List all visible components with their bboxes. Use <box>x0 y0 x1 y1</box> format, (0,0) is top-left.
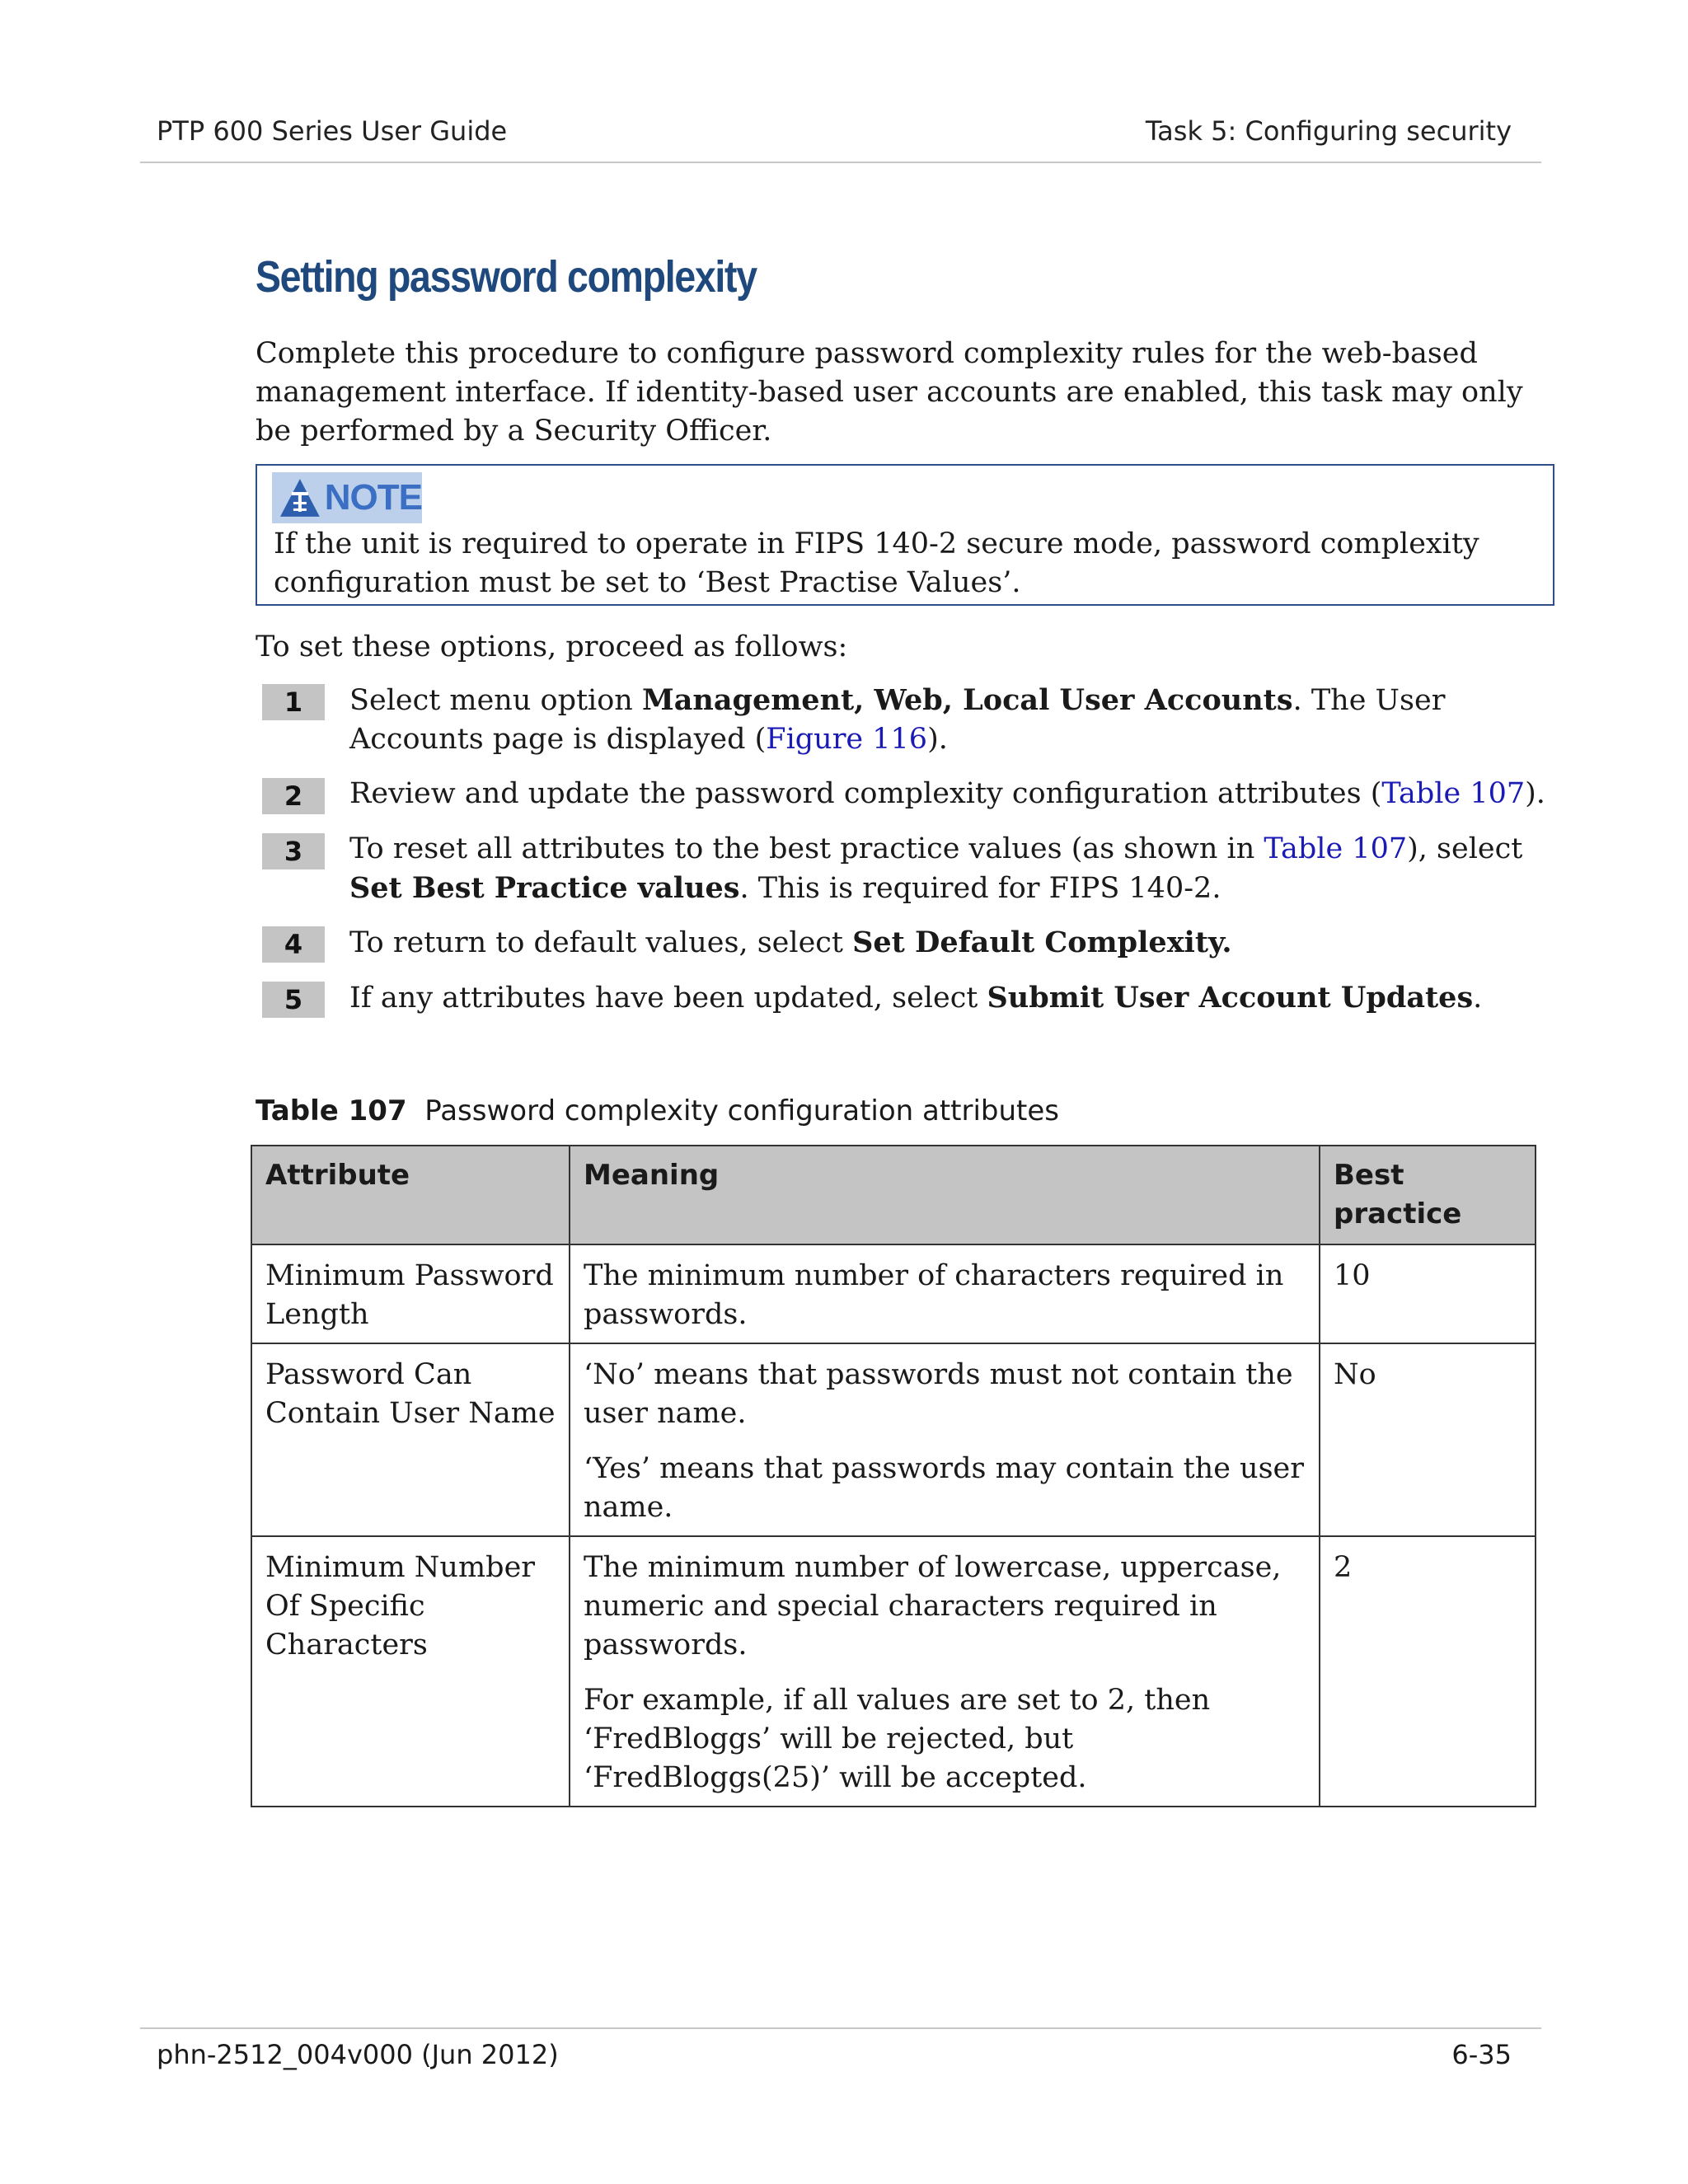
note-text: If the unit is required to operate in FIPS 140-2 secure mode, password complexity configuration must be set to ‘Best Practise Values’. <box>274 527 1479 599</box>
table-row <box>251 1244 1536 1343</box>
page-header <box>140 115 1528 147</box>
footer-divider <box>140 2027 1541 2029</box>
table-107-link[interactable]: Table 107 <box>1264 832 1408 865</box>
step-text: Select menu option Management, Web, Local User Accounts. The User Accounts page is displayed (Figure 116). <box>349 683 1446 756</box>
header-section-title: Task 5: Configuring security <box>1145 115 1512 147</box>
page-number: 6-35 <box>1451 2039 1512 2070</box>
step-number: 2 <box>262 778 325 814</box>
header-doc-title: PTP 600 Series User Guide <box>157 115 508 147</box>
note-badge <box>272 472 422 523</box>
table-header-row <box>251 1146 1536 1244</box>
table-caption: Table 107 Password complexity configuration attributes <box>256 1094 1060 1127</box>
best-practice-cell: 2 <box>1320 1536 1536 1807</box>
meaning-cell: The minimum number of lowercase, uppercase, numeric and special characters required in passwords. For example, if all values are set to 2, then ‘FredBloggs’ will be rejected, but ‘FredBloggs(25)’ will be accepted. <box>570 1536 1320 1807</box>
meaning-cell: ‘No’ means that passwords must not contain the user name. ‘Yes’ means that passwords may contain the user name. <box>570 1343 1320 1536</box>
column-header-attribute: Attribute <box>251 1146 570 1244</box>
attribute-cell: Minimum Password Length <box>251 1244 570 1343</box>
table-row <box>251 1343 1536 1536</box>
warning-triangle-icon <box>279 477 321 518</box>
meaning-cell: The minimum number of characters required in passwords. <box>570 1244 1320 1343</box>
step-number: 5 <box>262 982 325 1018</box>
procedure-intro: To set these options, proceed as follows: <box>256 630 848 663</box>
table-row <box>251 1536 1536 1807</box>
figure-116-link[interactable]: Figure 116 <box>766 723 928 756</box>
best-practice-cell: 10 <box>1320 1244 1536 1343</box>
header-divider <box>140 162 1541 163</box>
column-header-meaning: Meaning <box>570 1146 1320 1244</box>
step-number: 4 <box>262 926 325 963</box>
page-title: Setting password complexity <box>256 252 757 302</box>
step-text: To reset all attributes to the best practice values (as shown in Table 107), select Set Best Practice values. This is required for FIPS 140-2. <box>349 832 1523 905</box>
attribute-cell: Minimum Number Of Specific Characters <box>251 1536 570 1807</box>
best-practice-cell: No <box>1320 1343 1536 1536</box>
intro-paragraph: Complete this procedure to configure password complexity rules for the web-based management interface. If identity-based user accounts are enabled, this task may only be performed by a Security Officer. <box>256 337 1523 448</box>
note-label: NOTE <box>324 477 422 518</box>
step-number: 1 <box>262 684 325 720</box>
step-number: 3 <box>262 833 325 869</box>
step-text: If any attributes have been updated, select Submit User Account Updates. <box>349 981 1483 1015</box>
step-text: Review and update the password complexity configuration attributes (Table 107). <box>349 777 1545 810</box>
attributes-table <box>251 1145 1536 1807</box>
attribute-cell: Password Can Contain User Name <box>251 1343 570 1536</box>
step-text: To return to default values, select Set Default Complexity. <box>349 926 1232 959</box>
note-box <box>256 464 1554 606</box>
table-107-link[interactable]: Table 107 <box>1381 777 1526 810</box>
footer-doc-id: phn-2512_004v000 (Jun 2012) <box>157 2039 559 2070</box>
column-header-best-practice: Best practice <box>1320 1146 1536 1244</box>
